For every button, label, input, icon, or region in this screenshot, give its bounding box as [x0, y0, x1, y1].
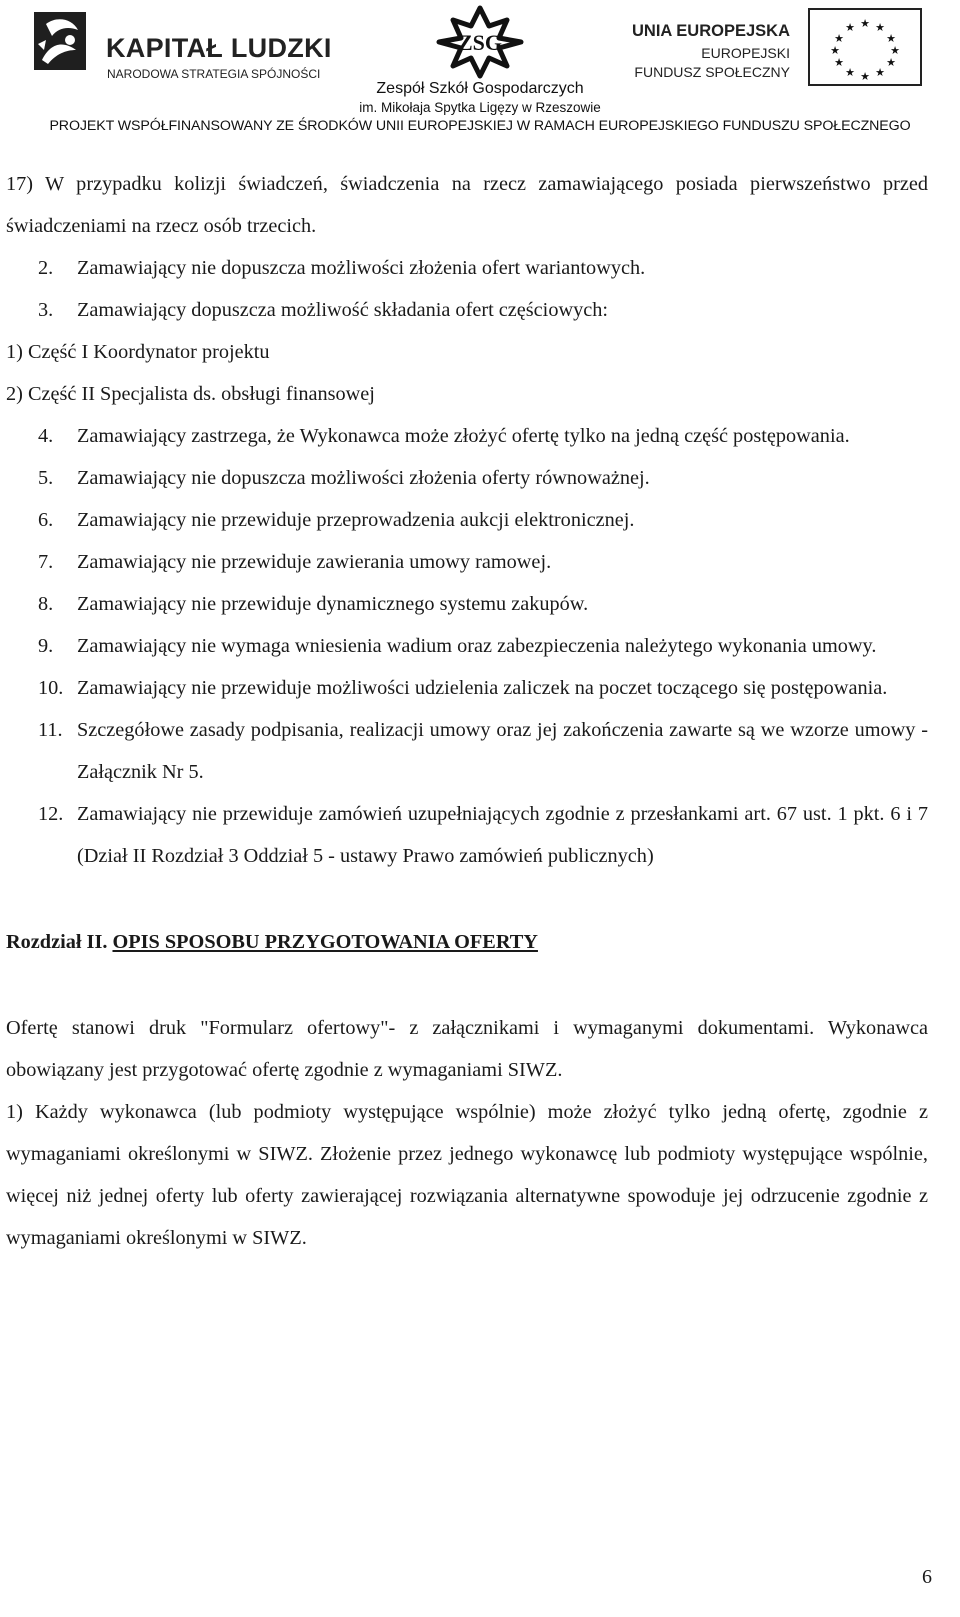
list-item-text: Zamawiający nie dopuszcza możliwości złożenia ofert wariantowych.	[77, 257, 646, 279]
list-item	[6, 457, 928, 499]
eu-subtitle-2: FUNDUSZ SPOŁECZNY	[634, 64, 790, 80]
list-item	[6, 499, 928, 541]
list-item-text: Szczegółowe zasady podpisania, realizacji umowy oraz jej zakończenia zawarte są we wzorze umowy - Załącznik Nr 5.	[77, 719, 928, 783]
list-item-number: 12.	[38, 803, 64, 825]
list-item-number: 6.	[38, 509, 54, 531]
list-item	[6, 625, 928, 667]
list-item-text: Zamawiający nie przewiduje możliwości udzielenia zaliczek na poczet toczącego się postępowania.	[77, 677, 888, 699]
svg-text:★: ★	[875, 67, 885, 79]
kapital-ludzki-subtitle: NARODOWA STRATEGIA SPÓJNOŚCI	[107, 67, 321, 81]
list-item	[6, 247, 928, 289]
list-item	[6, 583, 928, 625]
list-item-number: 3.	[38, 299, 54, 321]
list-item-text: Zamawiający nie przewiduje dynamicznego systemu zakupów.	[77, 593, 589, 615]
svg-text:★: ★	[830, 45, 840, 57]
list-item-number: 2.	[38, 257, 54, 279]
list-item	[6, 289, 928, 331]
kapital-ludzki-icon	[32, 10, 88, 72]
school-name: Zespół Szkół Gospodarczych	[376, 80, 584, 97]
chapter-label: Rozdział II.	[6, 931, 108, 953]
chapter-heading	[6, 921, 928, 963]
list-item-number: 11.	[38, 719, 63, 741]
eu-logo	[632, 8, 940, 88]
list-item-number: 9.	[38, 635, 54, 657]
svg-text:★: ★	[875, 22, 885, 34]
svg-text:★: ★	[860, 71, 870, 83]
section-spacer	[6, 877, 928, 921]
offer-rules-paragraph: 1) Każdy wykonawca (lub podmioty występujące wspólnie) może złożyć tylko jedną ofertę, zgodnie z wymaganiami określonymi w SIWZ. Złożenie przez jednego wykonawcę lub podmioty występujące wspólnie, więcej niż jednej oferty lub oferty zawierającej rozwiązania alternatywne spowoduje jej odrzucenie zgodnie z wymaganiami określonymi w SIWZ.	[6, 1101, 928, 1249]
chapter-title: OPIS SPOSOBU PRZYGOTOWANIA OFERTY	[112, 931, 538, 953]
svg-text:★: ★	[834, 33, 844, 45]
page-header	[0, 0, 960, 145]
kapital-ludzki-title: KAPITAŁ LUDZKI	[106, 33, 332, 63]
eu-subtitle-1: EUROPEJSKI	[701, 45, 790, 61]
svg-text:★: ★	[860, 18, 870, 30]
list-item-text: Zamawiający nie przewiduje przeprowadzenia aukcji elektronicznej.	[77, 509, 635, 531]
section-spacer	[6, 963, 928, 1007]
list-item-text: Zamawiający nie dopuszcza możliwości złożenia oferty równoważnej.	[77, 467, 650, 489]
document-body	[6, 163, 928, 1259]
eu-flag-icon	[808, 8, 922, 86]
svg-text:★: ★	[886, 57, 896, 69]
list-item	[6, 541, 928, 583]
list-item-text: Zamawiający nie przewiduje zamówień uzupełniających zgodnie z przesłankami art. 67 ust. 1 pkt. 6 i 7 (Dział II Rozdział 3 Oddział 5 - ustawy Prawo zamówień publicznych)	[77, 803, 928, 867]
list-item-text: Zamawiający zastrzega, że Wykonawca może złożyć ofertę tylko na jedną część postępowania.	[77, 425, 850, 447]
svg-text:★: ★	[890, 45, 900, 57]
list-item-text: Zamawiający nie wymaga wniesienia wadium oraz zabezpieczenia należytego wykonania umowy.	[77, 635, 877, 657]
eu-title: UNIA EUROPEJSKA	[632, 22, 790, 40]
svg-text:★: ★	[845, 67, 855, 79]
svg-text:★: ★	[886, 33, 896, 45]
list-item	[6, 667, 928, 709]
kapital-ludzki-logo	[20, 10, 332, 81]
offer-paragraph: Ofertę stanowi druk "Formularz ofertowy"- z załącznikami i wymaganymi dokumentami. Wykonawca obowiązany jest przygotować ofertę zgodnie z wymaganiami SIWZ.	[6, 1017, 928, 1081]
list-item	[6, 415, 928, 457]
list-item-number: 5.	[38, 467, 54, 489]
list-item-number: 8.	[38, 593, 54, 615]
school-logo	[330, 4, 630, 114]
school-subtitle: im. Mikołaja Spytka Ligęzy w Rzeszowie	[359, 100, 601, 115]
list-item	[6, 709, 928, 793]
part-item: 1) Część I Koordynator projektu	[6, 341, 270, 363]
page-number: 6	[922, 1566, 932, 1588]
svg-text:★: ★	[845, 22, 855, 34]
list-item-text: Zamawiający nie przewiduje zawierania umowy ramowej.	[77, 551, 552, 573]
paragraph-17: 17) W przypadku kolizji świadczeń, świadczenia na rzecz zamawiającego posiada pierwszeństwo przed świadczeniami na rzecz osób trzecich.	[6, 173, 928, 237]
project-cofinancing-line: PROJEKT WSPÓŁFINANSOWANY ZE ŚRODKÓW UNII EUROPEJSKIEJ W RAMACH EUROPEJSKIEGO FUNDUSZU SPOŁECZNEGO	[49, 118, 911, 134]
school-emblem-icon	[431, 4, 529, 80]
part-item: 2) Część II Specjalista ds. obsługi finansowej	[6, 383, 375, 405]
svg-text:★: ★	[834, 57, 844, 69]
list-item	[6, 793, 928, 877]
list-item-number: 4.	[38, 425, 54, 447]
svg-text:ZSG: ZSG	[457, 30, 503, 55]
list-item-number: 7.	[38, 551, 54, 573]
list-item-text: Zamawiający dopuszcza możliwość składania ofert częściowych:	[77, 299, 609, 321]
list-item-number: 10.	[38, 677, 64, 699]
